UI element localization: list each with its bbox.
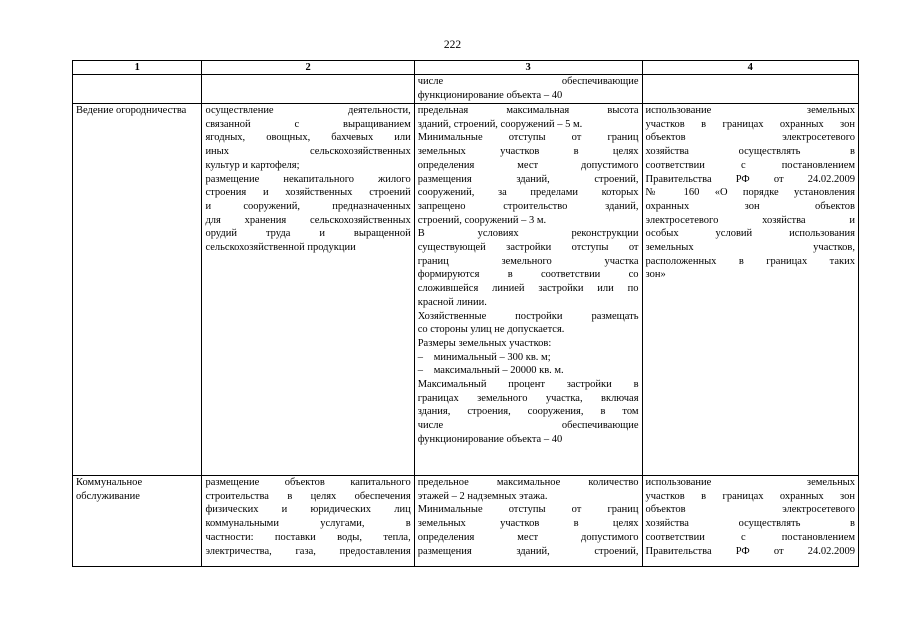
text-line: минимальный – 300 кв. м; <box>433 351 551 363</box>
text-line: размещения зданий, строений, <box>417 545 639 557</box>
text-line: частности: поставки воды, тепла, <box>205 531 411 543</box>
text-line: размещение объектов капитального <box>205 477 411 488</box>
text-line: и сооружений, предназначенных <box>205 200 411 212</box>
text-line: строительства в целях обеспечения <box>205 490 411 502</box>
text-line: объектов электросетевого <box>645 132 855 144</box>
text-line: зданий, строений, сооружений – 5 м. <box>417 118 583 130</box>
text-line: земельных участков, <box>645 242 855 254</box>
text-line: коммунальными услугами, в <box>205 518 411 530</box>
text-line: участков в границах охранных зон <box>645 490 855 502</box>
table-cell-restrictions <box>642 104 858 476</box>
dash-bullet-icon: – <box>417 351 423 363</box>
text-line: Хозяйственные постройки размещать <box>417 310 639 322</box>
text-line: земельных участков в целях <box>417 518 639 530</box>
text-line: определения мест допустимого <box>417 531 639 543</box>
list-item <box>418 364 639 378</box>
text-line: числе обеспечивающие <box>417 76 639 87</box>
text-line: этажей – 2 надземных этажа. <box>417 490 548 502</box>
text-line: соответствии с постановлением <box>645 531 855 543</box>
text-line: электросетевого хозяйства и <box>645 214 855 226</box>
text-line: здания, строения, сооружения, в том <box>417 406 639 418</box>
table-row-continued <box>73 75 859 104</box>
text-line: физических и юридических лиц <box>205 504 411 516</box>
text-line: функционирование объекта – 40 <box>417 433 563 445</box>
text-line: объектов электросетевого <box>645 504 855 516</box>
text-line: сельскохозяйственной продукции <box>205 242 356 254</box>
text-line: иных сельскохозяйственных <box>205 146 411 158</box>
text-line: участков в границах охранных зон <box>645 118 855 130</box>
dash-bullet-icon: – <box>417 365 423 377</box>
table-cell-use-type: Коммунальное обслуживание <box>73 476 202 567</box>
text-line: размещения зданий, строений, <box>417 173 639 185</box>
text-line: формируются в соответствии со <box>417 269 639 281</box>
text-line: границ земельного участка <box>417 255 639 267</box>
text-line: числе обеспечивающие <box>417 420 639 432</box>
text-line: максимальный – 20000 кв. м. <box>433 365 564 377</box>
text-line: для хранения сельскохозяйственных <box>205 214 411 226</box>
text-line: строений, сооружений – 3 м. <box>417 214 547 226</box>
column-header-2: 2 <box>202 61 414 75</box>
column-header-1: 1 <box>73 61 202 75</box>
list-item <box>418 351 639 365</box>
text-line: осуществление деятельности, <box>205 105 411 116</box>
text-line: границах земельного участка, включая <box>417 392 639 404</box>
text-line: орудий труда и выращенной <box>205 228 411 240</box>
text-line: сложившейся линией застройки или по <box>417 283 639 295</box>
text-line: строения и хозяйственных строений <box>205 187 411 199</box>
text-line: предельное максимальное количество <box>417 477 639 488</box>
text-line: функционирование объекта – 40 <box>417 89 563 101</box>
table-row-gardening <box>73 104 859 476</box>
table-cell-description <box>202 104 414 476</box>
text-line: особых условий использования <box>645 228 855 240</box>
text-line: охранных зон объектов <box>645 200 855 212</box>
text-line: определения мест допустимого <box>417 159 639 171</box>
text-line: Правительства РФ от 24.02.2009 <box>645 545 855 557</box>
text-line: существующей застройки отступы от <box>417 242 639 254</box>
text-line: культур и картофеля; <box>205 159 300 171</box>
text-line: связанной с выращиванием <box>205 118 411 130</box>
text-line: сооружений, за пределами которых <box>417 187 639 199</box>
text-line: соответствии с постановлением <box>645 159 855 171</box>
page-number: 222 <box>443 39 462 51</box>
text-line: № 160 «О порядке установления <box>645 187 855 199</box>
text-line: Минимальные отступы от границ <box>417 504 639 516</box>
text-line: со стороны улиц не допускается. <box>417 324 565 336</box>
text-line: хозяйства осуществлять в <box>645 518 855 530</box>
text-line: Размеры земельных участков: <box>417 337 552 349</box>
table-cell <box>642 75 858 104</box>
text-line: расположенных в границах таких <box>645 255 855 267</box>
text-line: размещение некапитального жилого <box>205 173 411 185</box>
text-line: ягодных, овощных, бахчевых или <box>205 132 411 144</box>
text-line: В условиях реконструкции <box>417 228 639 240</box>
regulations-table <box>72 60 859 567</box>
text-line: Минимальные отступы от границ <box>417 132 639 144</box>
column-header-4: 4 <box>642 61 858 75</box>
text-line: красной линии. <box>417 296 487 308</box>
text-line: запрещено строительство зданий, <box>417 200 639 212</box>
text-line: зон» <box>645 269 666 281</box>
table-cell-parameters <box>414 476 642 567</box>
table-cell-description <box>202 476 414 567</box>
column-header-3: 3 <box>414 61 642 75</box>
table-cell-restrictions <box>642 476 858 567</box>
table-cell <box>202 75 414 104</box>
table-cell-parameters <box>414 104 642 476</box>
text-line: земельных участков в целях <box>417 146 639 158</box>
text-line: Правительства РФ от 24.02.2009 <box>645 173 855 185</box>
text-line: Максимальный процент застройки в <box>417 379 639 391</box>
text-line: электричества, газа, предоставления <box>205 545 411 557</box>
text-line: использование земельных <box>645 105 855 116</box>
text-line: использование земельных <box>645 477 855 488</box>
table-cell-parameters <box>414 75 642 104</box>
table-header-row <box>73 61 859 75</box>
text-line: хозяйства осуществлять в <box>645 146 855 158</box>
table-row-utilities <box>73 476 859 567</box>
table-cell-use-type: Ведение огородничества <box>73 104 202 476</box>
table-cell <box>73 75 202 104</box>
text-line: предельная максимальная высота <box>417 105 639 116</box>
